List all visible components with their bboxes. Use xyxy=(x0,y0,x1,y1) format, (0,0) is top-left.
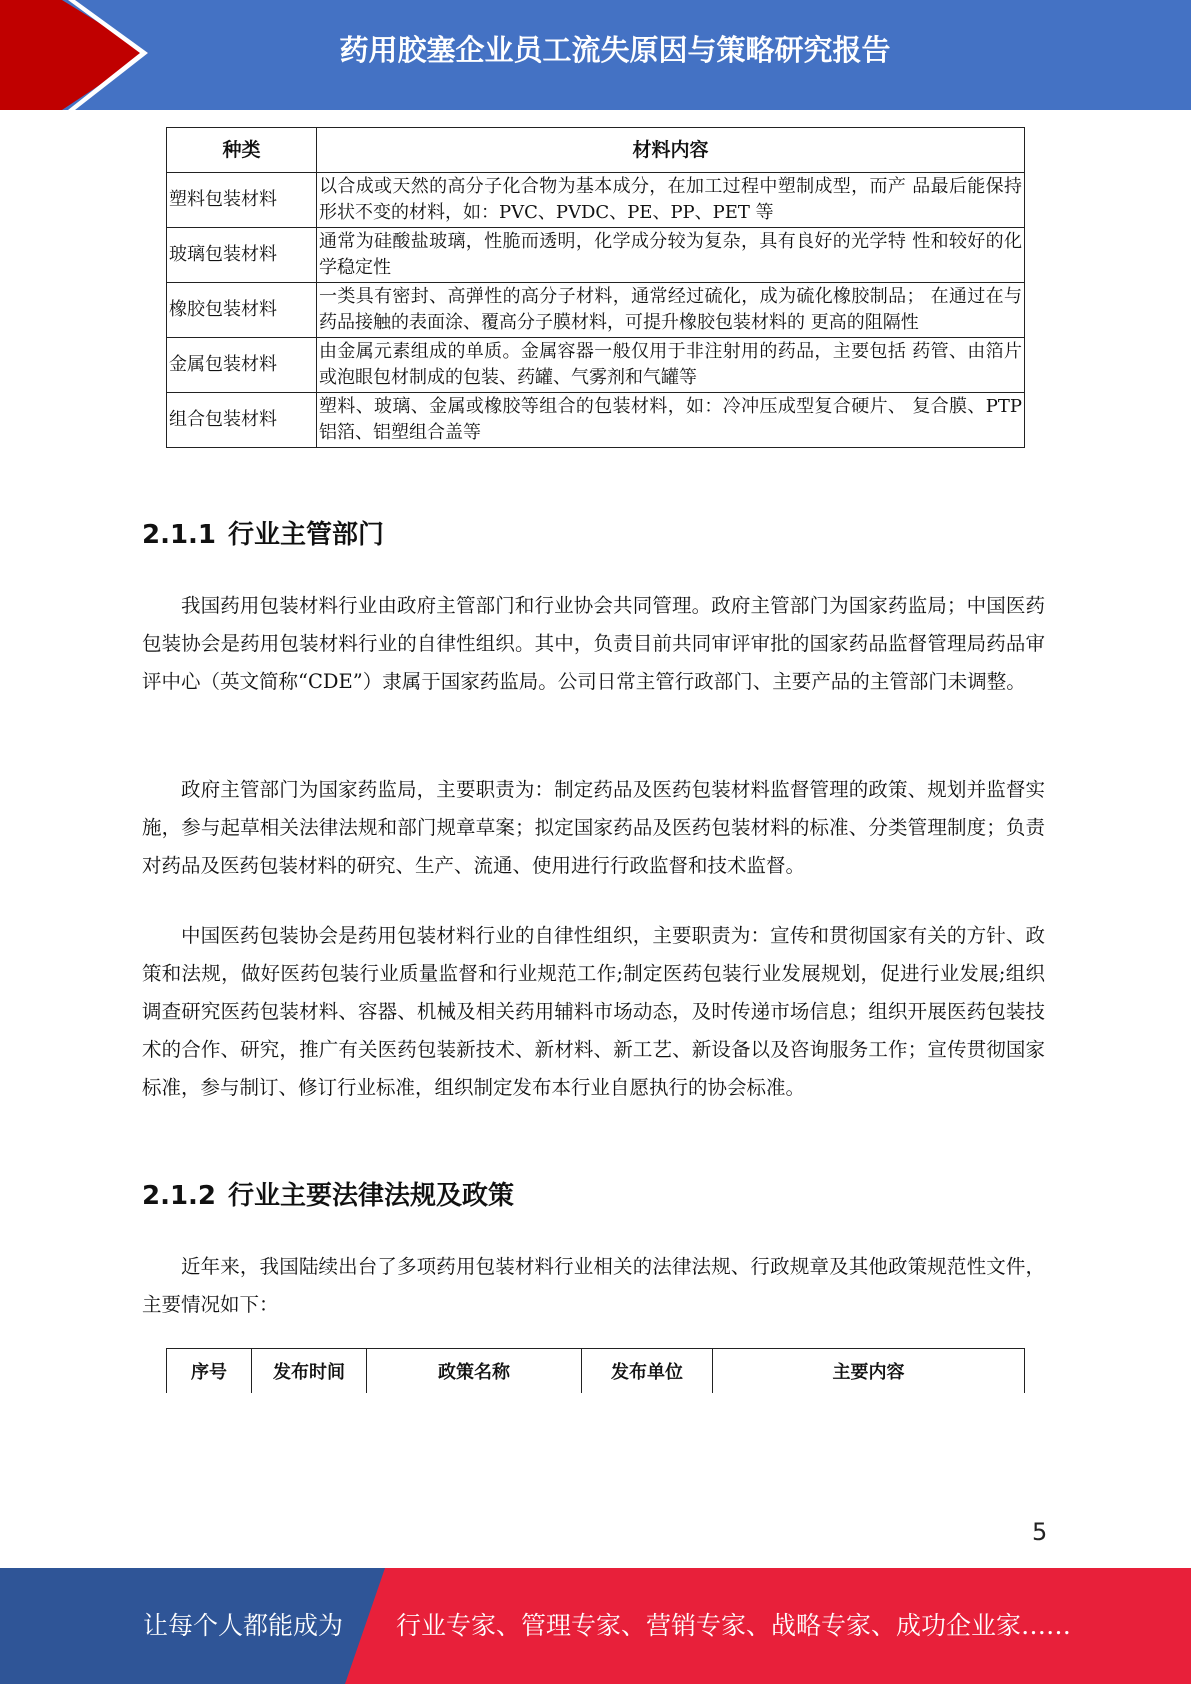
paragraph: 我国药用包装材料行业由政府主管部门和行业协会共同管理。政府主管部门为国家药监局；中国医药包装协会是药用包装材料行业的自律性组织。其中，负责目前共同审评审批的国家药品监督管理局药品审评中心（英文简称“CDE”）隶属于国家药监局。公司日常主管行政部门、主要产品的主管部门未调整。 xyxy=(142,594,1045,693)
page-number: 5 xyxy=(1032,1518,1048,1546)
material-kind: 组合包装材料 xyxy=(167,393,317,448)
header-red-arrow xyxy=(0,0,150,110)
column-header-issuer: 发布单位 xyxy=(582,1349,713,1394)
report-title: 药用胶塞企业员工流失原因与策略研究报告 xyxy=(339,33,891,67)
material-kind: 玻璃包装材料 xyxy=(167,228,317,283)
paragraph: 中国医药包装协会是药用包装材料行业的自律性组织，主要职责为：宣传和贯彻国家有关的方针、政策和法规，做好医药包装行业质量监督和行业规范工作;制定医药包装行业发展规划，促进行业发展;组织调查研究医药包装材料、容器、机械及相关药用辅料市场动态，及时传递市场信息；组织开展医药包装技术的合作、研究，推广有关医药包装新技术、新材料、新工艺、新设备以及咨询服务工作；宣传贯彻国家标准，参与制订、修订行业标准，组织制定发布本行业自愿执行的协会标准。 xyxy=(142,924,1045,1099)
paragraph: 近年来，我国陆续出台了多项药用包装材料行业相关的法律法规、行政规章及其他政策规范性文件，主要情况如下： xyxy=(142,1255,1045,1316)
footer-slogan-right: 行业专家、管理专家、营销专家、战略专家、成功企业家…… xyxy=(396,1611,1072,1640)
material-kind: 橡胶包装材料 xyxy=(167,283,317,338)
material-kind: 金属包装材料 xyxy=(167,338,317,393)
table-row xyxy=(167,393,1025,448)
material-content: 由金属元素组成的单质。金属容器一般仅用于非注射用的药品，主要包括 药管、由箔片或泡眼包材制成的包装、药罐、气雾剂和气罐等 xyxy=(317,338,1025,393)
material-kind: 塑料包装材料 xyxy=(167,173,317,228)
paragraph: 政府主管部门为国家药监局，主要职责为：制定药品及医药包装材料监督管理的政策、规划并监督实施，参与起草相关法律法规和部门规章草案；拟定国家药品及医药包装材料的标准、分类管理制度；负责对药品及医药包装材料的研究、生产、流通、使用进行行政监督和技术监督。 xyxy=(142,778,1045,877)
material-content: 通常为硅酸盐玻璃，性脆而透明，化学成分较为复杂，具有良好的光学特 性和较好的化学稳定性 xyxy=(317,228,1025,283)
section-heading-2-1-1 xyxy=(142,514,384,551)
table-row xyxy=(167,338,1025,393)
table-row xyxy=(167,283,1025,338)
materials-table xyxy=(166,127,1025,448)
column-header-main-content: 主要内容 xyxy=(713,1349,1025,1394)
footer-slogan-left: 让每个人都能成为 xyxy=(143,1611,344,1640)
table-header-row xyxy=(167,1349,1025,1394)
section-title: 行业主要法律法规及政策 xyxy=(228,1181,515,1211)
table-row xyxy=(167,173,1025,228)
section-number: 2.1.2 xyxy=(142,1181,217,1211)
material-content: 塑料、玻璃、金属或橡胶等组合的包装材料，如：冷冲压成型复合硬片、 复合膜、PTP 铝箔、铝塑组合盖等 xyxy=(317,393,1025,448)
table-header-row xyxy=(167,128,1025,173)
policy-table xyxy=(166,1348,1025,1393)
section-title: 行业主管部门 xyxy=(228,520,385,550)
column-header-policy-name: 政策名称 xyxy=(367,1349,582,1394)
column-header-content: 材料内容 xyxy=(317,128,1025,173)
column-header-index: 序号 xyxy=(167,1349,252,1394)
section-heading-2-1-2 xyxy=(142,1175,514,1212)
section-number: 2.1.1 xyxy=(142,520,217,550)
table-row xyxy=(167,228,1025,283)
column-header-date: 发布时间 xyxy=(252,1349,367,1394)
page-footer xyxy=(0,1568,1191,1684)
column-header-kind: 种类 xyxy=(167,128,317,173)
material-content: 以合成或天然的高分子化合物为基本成分，在加工过程中塑制成型，而产 品最后能保持形状不变的材料，如：PVC、PVDC、PE、PP、PET 等 xyxy=(317,173,1025,228)
material-content: 一类具有密封、高弹性的高分子材料，通常经过硫化，成为硫化橡胶制品； 在通过在与药品接触的表面涂、覆高分子膜材料，可提升橡胶包装材料的 更高的阻隔性 xyxy=(317,283,1025,338)
page-header xyxy=(0,0,1191,110)
